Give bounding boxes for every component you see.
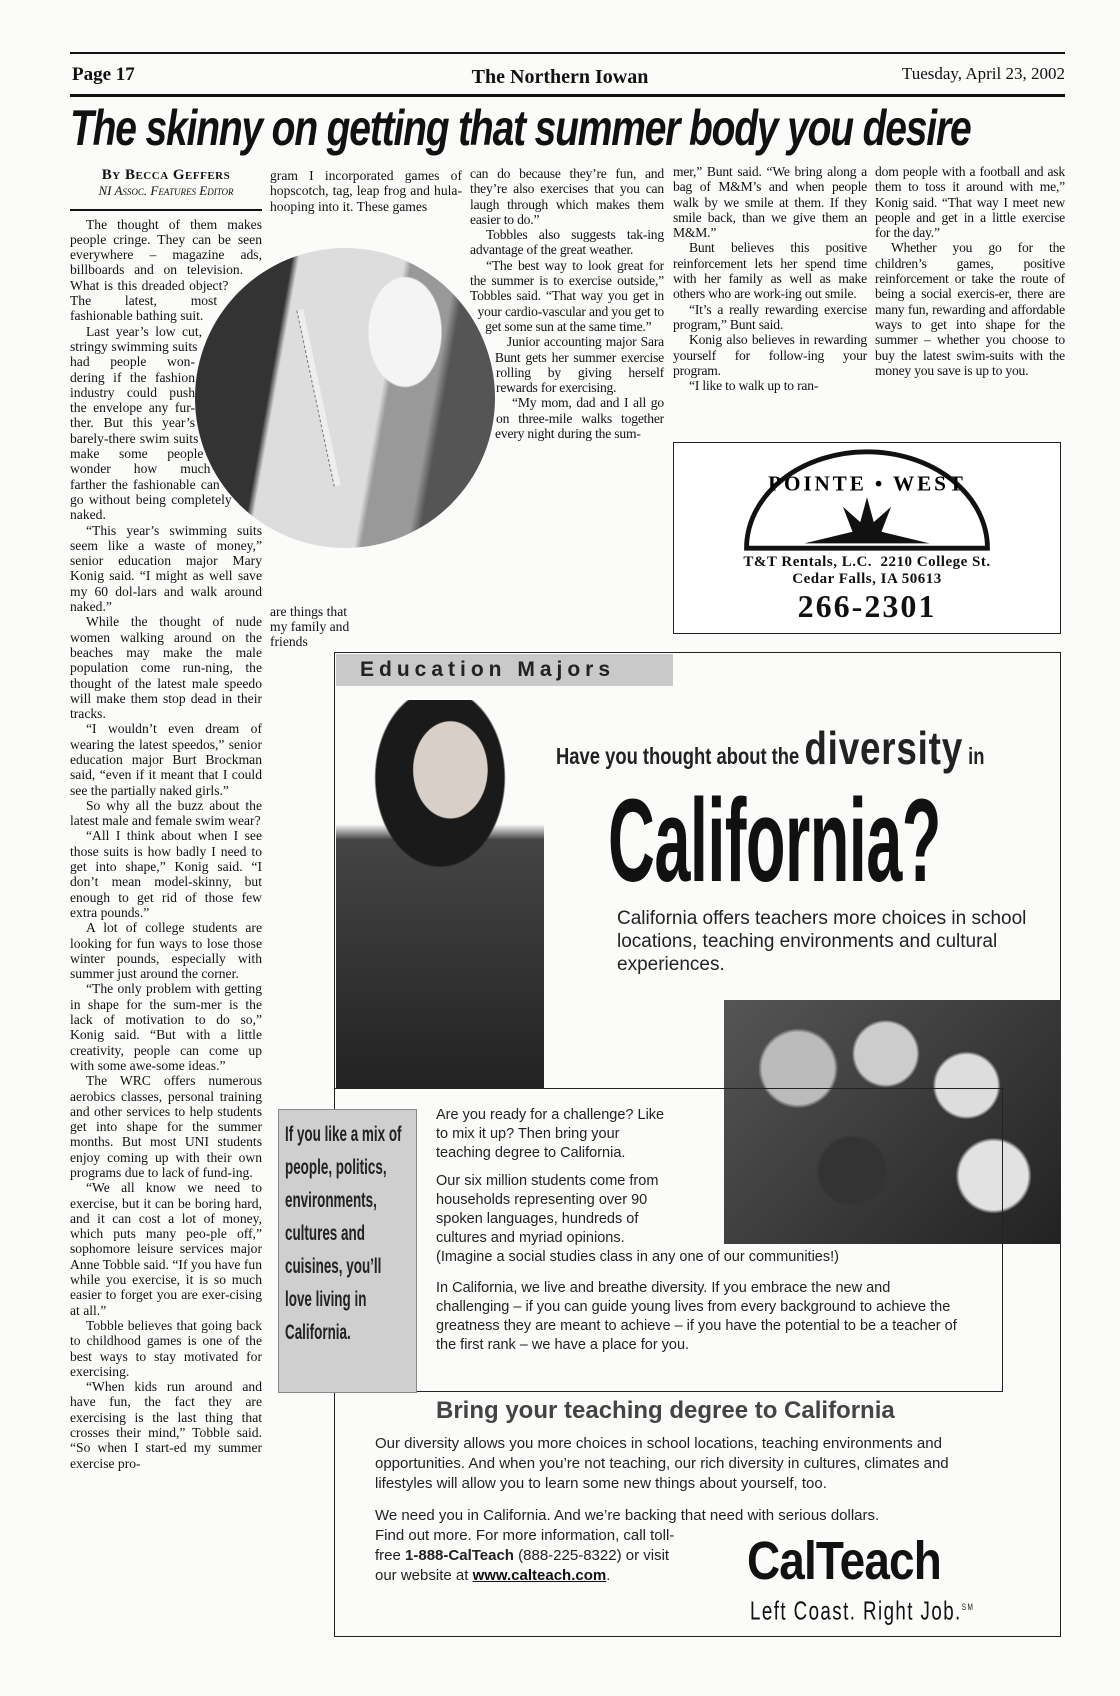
- students-paragraph: Our six million students come from households representing over 90 spoken languages, hundreds of cultures and myriad opinions.: [436, 1173, 659, 1246]
- paragraph: The thought of them makes people cringe. They can be seen everywhere – magazine ads, billboards and on television. What is this dreaded object? The latest, most fashionable bathing suit.: [70, 216, 262, 324]
- article-column-1: [70, 168, 262, 1471]
- dollars-paragraph: We need you in California. And we’re backing that need with serious dollars.: [375, 1507, 880, 1524]
- paragraph: Bunt believes this positive reinforcement lets her spend time with her family as well as make others who are work-ing out smile.: [673, 240, 867, 302]
- paragraph: Last year’s low cut, stringy swimming suits had people won-dering if the fashion industry could push the envelope any fur-ther. But this year’s barely-there swim suits make some people wonder how much farther the fashionable can go without being completely naked.: [70, 323, 232, 523]
- paragraph: A lot of college students are looking for fun ways to lose those winter pounds, especially with summer just around the corner.: [70, 920, 262, 982]
- byline-rule: [70, 209, 262, 211]
- top-rule: [70, 52, 1065, 54]
- paragraph: Konig also believes in rewarding yourself for follow-ing your program.: [673, 332, 867, 378]
- pointe-west-city: Cedar Falls, IA 50613: [792, 571, 942, 587]
- paragraph: gram I incorporated games of hopscotch, tag, leap frog and hula-hooping into it. These games: [270, 168, 462, 214]
- mix-of-people-sidebar: If you like a mix of people, politics, environments, cultures and cuisines, you’ll love living in California.: [285, 1123, 402, 1344]
- paragraph: dom people with a football and ask them to toss it around with me,” Konig said. “That way I meet new people and get in a little exercise for the day.”: [875, 164, 1065, 241]
- diversity-tagline: Have you thought about the diversity in: [556, 722, 985, 774]
- paragraph: “I like to walk up to ran-: [689, 378, 819, 394]
- calteach-website-link[interactable]: www.calteach.com: [472, 1567, 607, 1584]
- diversity-paragraph: In California, we live and breathe diversity. If you embrace the new and challenging – if you can guide young lives from every background to achieve the greatness they are meant to achieve – if you have the potential to be a teacher of the first rank – we have a place for you.: [436, 1280, 957, 1353]
- woman-photo: [336, 700, 544, 1088]
- pointe-west-ad: [673, 442, 1061, 634]
- paragraph: “My mom, dad and I all go on three-mile walks together every night during the sum-: [495, 395, 664, 442]
- paragraph: “This year’s swimming suits seem like a waste of money,” senior education major Mary Konig said. “I might as well save my 60 dol-lars and walk around naked.”: [70, 522, 262, 615]
- paragraph: While the thought of nude women walking around on the beaches may make the male population come run-ning, the thought of the latest male speedo will make them stop dead in their tracks.: [70, 614, 262, 722]
- opportunities-paragraph: Our diversity allows you more choices in school locations, teaching environments and opportunities. And when you’re not teaching, our rich diversity in cultures, climates and lifestyles will allow you to learn some new things about yourself, too.: [375, 1435, 949, 1492]
- paragraph: Whether you go for the children’s games, positive reinforcement or take the route of being a social exercis-er, there are many fun, rewarding and affordable ways to get into shape for the summer – whether you choose to buy the latest swim-suits with the money you save is up to you.: [875, 240, 1065, 378]
- paragraph: “When kids run around and have fun, the fact they are exercising is the last thing that crosses their mind,” Tobble said. “So when I start-ed my summer exercise pro-: [70, 1379, 262, 1471]
- paragraph: can do because they’re fun, and they’re also exercises that you can laugh through which makes them easier to do.”: [470, 166, 664, 227]
- article-column-4: [673, 164, 867, 393]
- paragraph: “All I think about when I see those suits is how badly I need to get into shape,” Konig said. “I don’t mean model-skinny, but enough to get rid of those few extra pounds.”: [70, 828, 262, 920]
- paragraph: The WRC offers numerous aerobics classes, personal training and other services to help students get into shape for the summer months. But most UNI students enjoy coming up with their own programs due to lack of fund-ing.: [70, 1073, 262, 1180]
- paragraph: Junior accounting major Sara Bunt gets her summer exercise rolling by giving herself rewards for exercising.: [494, 334, 664, 396]
- education-majors-banner: Education Majors: [336, 654, 673, 686]
- paragraph: “The best way to look great for the summer is to exercise outside,” Tobbles said. “That way you get in your cardio-vascular and you get to get some sun at the same time.”: [470, 257, 664, 334]
- paragraph: “I wouldn’t even dream of wearing the latest speedos,” senior education major Burt Brockman said, “even if it meant that I could see the partially naked girls.”: [70, 721, 262, 798]
- challenge-paragraph: Are you ready for a challenge? Like to mix it up? Then bring your teaching degree to California.: [436, 1107, 665, 1161]
- contact-paragraph: Find out more. For more information, call toll-free 1-888-CalTeach (888-225-8322) or visit our website at www.calteach.com.: [375, 1527, 675, 1584]
- newspaper-name: The Northern Iowan: [471, 66, 649, 88]
- pointe-west-address: T&T Rentals, L.C. 2210 College St.: [743, 554, 991, 570]
- page-number: Page 17: [72, 64, 135, 85]
- mix-of-people-box: [278, 1109, 417, 1393]
- article-column-2: [270, 168, 462, 650]
- byline-author: By Becca Geffers: [101, 167, 231, 183]
- paragraph: Tobble believes that going back to childhood games is one of the best ways to stay motivated for exercising.: [70, 1317, 262, 1379]
- calteach-body: [436, 1106, 996, 1355]
- paragraph: mer,” Bunt said. “We bring along a bag of M&M’s and when people walk by we smile at them. If they smile back, than we give them an M&M.”: [673, 164, 867, 241]
- pointe-west-phone: 266-2301: [797, 588, 937, 624]
- paragraph: “The only problem with getting in shape for the sum-mer is the lack of motivation to do so,” Konig said. “But with a little creativity, people can come up with some awe-some ideas.”: [70, 981, 262, 1073]
- header-rule: [70, 94, 1065, 97]
- byline-title: NI Assoc. Features Editor: [98, 183, 234, 199]
- calteach-slogan: Left Coast. Right Job.℠: [750, 1595, 975, 1626]
- article-column-3: [470, 166, 664, 546]
- issue-date: Tuesday, April 23, 2002: [901, 64, 1065, 83]
- pointe-west-logo: [732, 447, 1002, 553]
- calteach-phone: 1-888-CalTeach: [405, 1547, 514, 1564]
- headline: The skinny on getting that summer body you desire: [70, 100, 971, 156]
- paragraph: are things that my family and friends: [270, 603, 350, 650]
- social-studies-paragraph: (Imagine a social studies class in any one of our communities!): [436, 1249, 839, 1265]
- svg-text:POINTE • WEST: POINTE • WEST: [768, 471, 966, 496]
- california-title: California?: [608, 775, 941, 907]
- calteach-logo: CalTeach: [747, 1531, 941, 1591]
- bring-degree-heading: Bring your teaching degree to California: [436, 1397, 895, 1424]
- paragraph: So why all the buzz about the latest male and female swim wear?: [70, 797, 262, 829]
- paragraph: Tobbles also suggests tak-ing advantage of the great weather.: [470, 227, 664, 258]
- paragraph: “It’s a really rewarding exercise program,” Bunt said.: [673, 301, 867, 332]
- paragraph: “We all know we need to exercise, but it can be boring hard, and it can cost a lot of money, which puts many peo-ple off,” sophomore leisure services major Anne Tobble said. “If you have fun while you exercise, it is so much easier to forget you are exer-cising at all.”: [70, 1180, 262, 1318]
- article-column-5: [875, 164, 1065, 378]
- calteach-subhead: California offers teachers more choices in school locations, teaching environments and cultural experiences.: [617, 908, 1027, 975]
- byline: [70, 168, 262, 199]
